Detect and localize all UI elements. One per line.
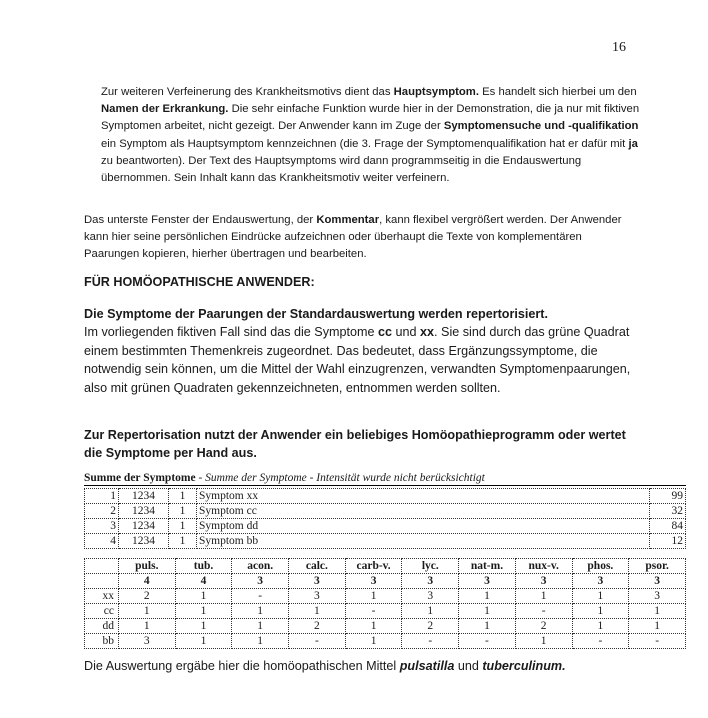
repertory-cell: 1 [629, 604, 686, 619]
repertory-cell: - [402, 634, 459, 649]
summary-cell-k: 1 [169, 489, 197, 504]
summary-cell-val: 99 [650, 489, 686, 504]
repertory-cell: 1 [572, 604, 629, 619]
repertory-row [85, 634, 686, 649]
summary-cell-n: 3 [85, 519, 119, 534]
repertory-cell: 1 [118, 619, 175, 634]
remedy-total: 3 [289, 574, 346, 589]
summary-cell-name: Symptom dd [197, 519, 650, 534]
repertory-cell: 2 [118, 589, 175, 604]
section-heading: FÜR HOMÖOPATHISCHE ANWENDER: [84, 275, 315, 289]
repertory-row [85, 604, 686, 619]
summary-row [85, 519, 686, 534]
repertory-cell: 3 [629, 589, 686, 604]
summary-cell-k: 1 [169, 519, 197, 534]
repertory-cell: - [232, 589, 289, 604]
summary-table-title: Summe der Symptome - Summe der Symptome - Intensität wurde nicht berücksichtigt [84, 472, 686, 486]
summary-cell-name: Symptom xx [197, 489, 650, 504]
repertory-cell: 1 [345, 634, 402, 649]
repertory-cell: - [345, 604, 402, 619]
remedy-total: 3 [515, 574, 572, 589]
repertory-cell: 2 [402, 619, 459, 634]
summary-cell-val: 84 [650, 519, 686, 534]
repertory-cell: 2 [515, 619, 572, 634]
remedy-total: 3 [232, 574, 289, 589]
summary-row [85, 489, 686, 504]
repertory-cell: - [572, 634, 629, 649]
repertory-header-row [85, 559, 686, 574]
repertory-cell: 2 [289, 619, 346, 634]
repertory-cell: 1 [175, 604, 232, 619]
symptom-label: dd [85, 619, 119, 634]
repertory-corner-cell [85, 574, 119, 589]
remedy-header: lyc. [402, 559, 459, 574]
summary-cell-k: 1 [169, 504, 197, 519]
symptom-label: bb [85, 634, 119, 649]
repertory-cell: 1 [232, 634, 289, 649]
remedy-total: 4 [118, 574, 175, 589]
repertory-cell: 1 [175, 619, 232, 634]
summary-cell-code: 1234 [119, 489, 169, 504]
repertory-cell: 1 [232, 604, 289, 619]
summary-cell-code: 1234 [119, 534, 169, 549]
repertory-cell: 1 [345, 589, 402, 604]
repertory-cell: 1 [459, 589, 516, 604]
summary-cell-n: 2 [85, 504, 119, 519]
repertory-cell: 1 [345, 619, 402, 634]
repertory-corner-cell [85, 559, 119, 574]
remedy-total: 4 [175, 574, 232, 589]
summary-cell-k: 1 [169, 534, 197, 549]
remedy-header: psor. [629, 559, 686, 574]
repertory-row [85, 589, 686, 604]
remedy-header: nux-v. [515, 559, 572, 574]
repertory-cell: 1 [175, 589, 232, 604]
repertory-cell: 1 [459, 604, 516, 619]
symptom-label: xx [85, 589, 119, 604]
summary-row [85, 534, 686, 549]
repertory-cell: - [515, 604, 572, 619]
summary-row [85, 504, 686, 519]
remedy-header: acon. [232, 559, 289, 574]
summary-cell-name: Symptom cc [197, 504, 650, 519]
paragraph-hauptsymptom: Zur weiteren Verfeinerung des Krankheitsmotivs dient das Hauptsymptom. Es handelt sich hierbei um den Namen der Erkrankung. Die sehr einfache Funktion wurde hier in der Demonstration, die ja nur mit fiktiven Symptomen arbeitet, nicht gezeigt. Der Anwender kann im Zuge der Symptomensuche und -qualifikation ein Symptom als Hauptsymptom kennzeichnen (die 3. Frage der Symptomenqualifikation hat er dafür mit ja zu beantworten). Der Text des Hauptsymptoms wird dann programmseitig in die Endauswertung übernommen. Sein Inhalt kann das Krankheitsmotiv weiter verfeinern. [101, 86, 640, 185]
repertory-cell: 1 [572, 619, 629, 634]
repertory-cell: 1 [402, 604, 459, 619]
symptom-label: cc [85, 604, 119, 619]
remedy-header: nat-m. [459, 559, 516, 574]
repertory-cell: 1 [572, 589, 629, 604]
remedy-header: carb-v. [345, 559, 402, 574]
repertory-cell: 1 [232, 619, 289, 634]
remedy-total: 3 [572, 574, 629, 589]
repertory-cell: 3 [289, 589, 346, 604]
remedy-total: 3 [629, 574, 686, 589]
remedy-header: tub. [175, 559, 232, 574]
repertory-cell: 1 [515, 634, 572, 649]
repertory-cell: 1 [459, 619, 516, 634]
repertory-table [84, 558, 686, 649]
repertory-cell: - [289, 634, 346, 649]
summary-cell-n: 4 [85, 534, 119, 549]
summary-table [84, 488, 686, 549]
paragraph-homoeopathieprogramm: Zur Repertorisation nutzt der Anwender ein beliebiges Homöopathieprogramm oder wertet die Symptome per Hand aus. [84, 428, 626, 461]
repertory-cell: 1 [629, 619, 686, 634]
repertory-cell: 1 [175, 634, 232, 649]
remedy-total: 3 [402, 574, 459, 589]
summary-cell-name: Symptom bb [197, 534, 650, 549]
repertory-cell: 1 [289, 604, 346, 619]
summary-cell-n: 1 [85, 489, 119, 504]
repertory-row [85, 619, 686, 634]
repertory-cell: - [459, 634, 516, 649]
remedy-header: puls. [118, 559, 175, 574]
repertory-cell: 1 [118, 604, 175, 619]
remedy-total: 3 [459, 574, 516, 589]
repertory-totals-row [85, 574, 686, 589]
paragraph-result: Die Auswertung ergäbe hier die homöopathischen Mittel pulsatilla und tuberculinum. [84, 659, 566, 673]
summary-cell-val: 12 [650, 534, 686, 549]
paragraph-repertorisation: Die Symptome der Paarungen der Standardauswertung werden repertorisiert. Im vorliegenden fiktiven Fall sind das die Symptome cc und xx. Sie sind durch das grüne Quadrat einem bestimmten Themenkreis zugeordnet. Das bedeutet, dass Ergänzungssymptome, die notwendig sein können, um die Mittel der Wahl einzugrenzen, verwandten Symptomenpaarungen, also mit grünen Quadraten gekennzeichneten, entnommen werden sollten. [84, 307, 631, 395]
repertory-cell: 3 [402, 589, 459, 604]
summary-cell-code: 1234 [119, 519, 169, 534]
repertory-cell: 1 [515, 589, 572, 604]
summary-cell-val: 32 [650, 504, 686, 519]
page-number: 16 [612, 40, 626, 55]
paragraph-kommentar: Das unterste Fenster der Endauswertung, der Kommentar, kann flexibel vergrößert werden. Der Anwender kann hier seine persönlichen Eindrücke aufzeichnen oder überhaupt die Texte von komplementären Paarungen kopieren, hierher übertragen und bearbeiten. [84, 214, 622, 261]
repertory-cell: 3 [118, 634, 175, 649]
summary-cell-code: 1234 [119, 504, 169, 519]
remedy-header: phos. [572, 559, 629, 574]
remedy-header: calc. [289, 559, 346, 574]
remedy-total: 3 [345, 574, 402, 589]
repertory-cell: - [629, 634, 686, 649]
